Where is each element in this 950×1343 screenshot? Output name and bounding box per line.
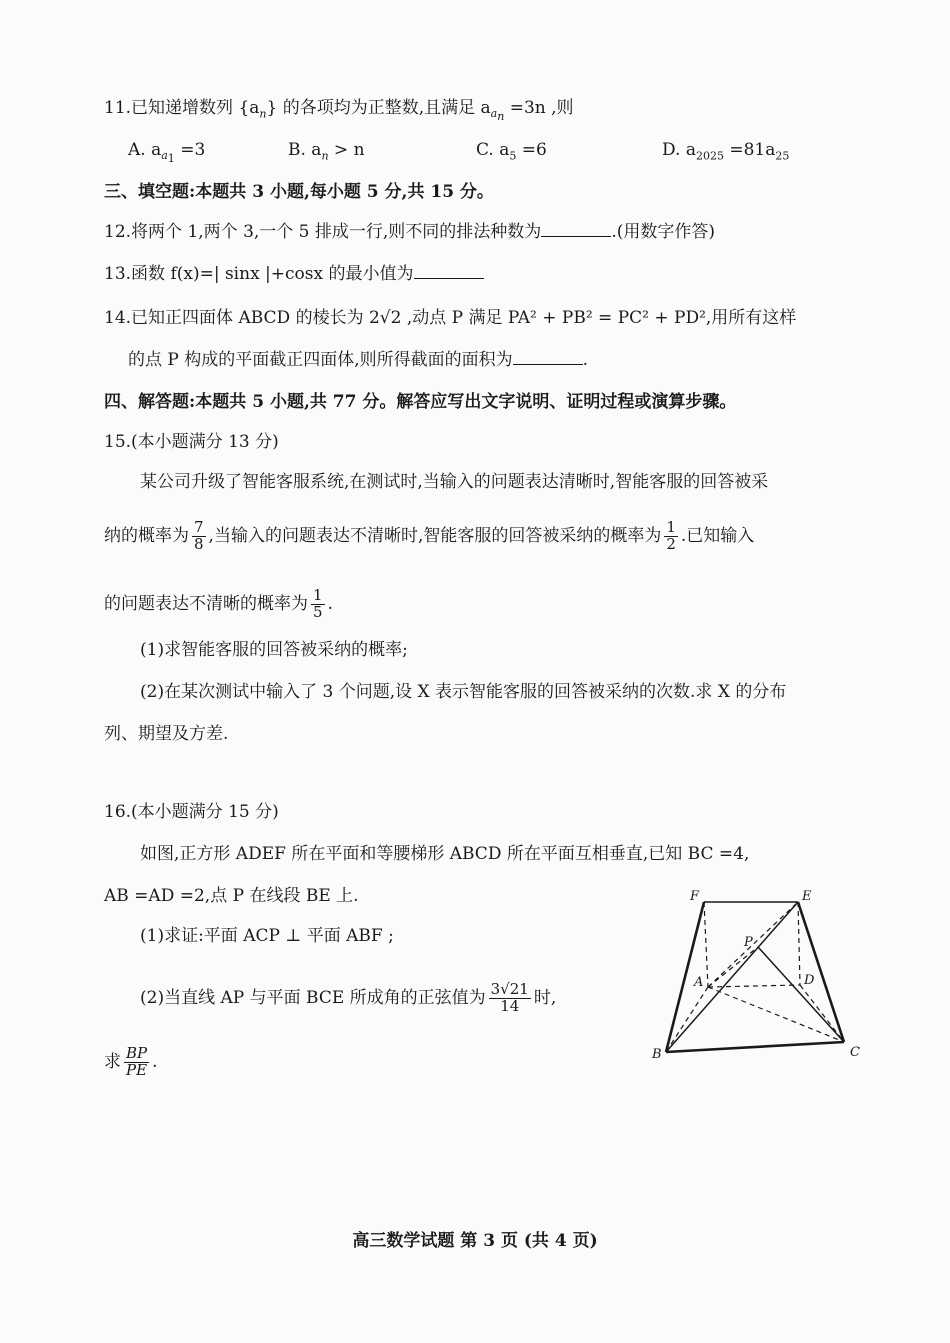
edge-ED	[798, 902, 800, 985]
section-4-heading: 四、解答题:本题共 5 小题,共 77 分。解答应写出文字说明、证明过程或演算步骤。	[104, 392, 737, 412]
label-E: E	[802, 889, 812, 904]
fraction: $\frac{1}{2}$	[666, 518, 676, 553]
q15-paragraph-1: 某公司升级了智能客服系统,在测试时,当输入的问题表达清晰时,智能客服的回答被采	[140, 472, 769, 492]
edge-EC	[798, 902, 844, 1042]
q11-option-a: A. $a_{a_1} =3$	[128, 140, 206, 166]
label-B: B	[652, 1047, 662, 1062]
q16-paragraph-1: 如图,正方形 ADEF 所在平面和等腰梯形 ABCD 所在平面互相垂直,已知 BC =4,	[140, 844, 750, 864]
edge-PC	[758, 947, 844, 1042]
geometry-figure	[648, 880, 868, 1066]
q16-subquestion-2-cont: 求 $\frac{BP}{PE}$ .	[104, 1044, 158, 1079]
q14-line2: 的点 P 构成的平面截正四面体,则所得截面的面积为 .	[128, 350, 589, 370]
q11-option-b: B. $a_n > n$	[288, 140, 365, 163]
q15-subquestion-2: (2)在某次测试中输入了 3 个问题,设 X 表示智能客服的回答被采纳的次数.求 X 的分布	[140, 682, 787, 702]
section-3-heading: 三、填空题:本题共 3 小题,每小题 5 分,共 15 分。	[104, 182, 494, 202]
q16-paragraph-2: AB =AD =2,点 P 在线段 BE 上.	[104, 886, 359, 906]
answer-blank	[414, 262, 484, 279]
edge-AC	[708, 987, 844, 1042]
label-F: F	[690, 889, 700, 904]
q16-header: 16.(本小题满分 15 分)	[104, 802, 279, 822]
fraction: $\frac{7}{8}$	[194, 518, 204, 553]
q15-paragraph-3: 的问题表达不清晰的概率为 $\frac{1}{5}$ .	[104, 586, 333, 621]
q11-stem: 11.已知递增数列 $\{a_n\}$ 的各项均为正整数,且满足 $a_{a_n} =3n$ ,则	[104, 98, 574, 124]
fraction: $\frac{BP}{PE}$	[126, 1044, 148, 1079]
fraction: $\frac{1}{5}$	[313, 586, 323, 621]
answer-blank	[541, 220, 611, 237]
q11-option-c: C. $a_5 =6$	[476, 140, 547, 163]
label-A: A	[694, 975, 704, 990]
q11-option-d: D. $a_{2025} =81a_{25}$	[662, 140, 790, 163]
answer-blank	[513, 348, 583, 365]
page-footer: 高三数学试题 第 3 页 (共 4 页)	[352, 1231, 598, 1251]
edge-AB	[666, 987, 708, 1052]
q15-subquestion-1: (1)求智能客服的回答被采纳的概率;	[140, 640, 408, 660]
label-D: D	[804, 973, 815, 988]
q14-line1: 14.已知正四面体 ABCD 的棱长为 2√2 ,动点 P 满足 PA² + PB² = PC² + PD²,用所有这样	[104, 308, 797, 328]
label-C: C	[850, 1045, 860, 1060]
edge-DC	[800, 985, 844, 1042]
edge-BC	[666, 1042, 844, 1052]
q16-subquestion-2: (2)当直线 AP 与平面 BCE 所成角的正弦值为 $\frac{3√21}{14}$ 时,	[140, 980, 557, 1015]
q16-subquestion-1: (1)求证:平面 ACP ⊥ 平面 ABF ;	[140, 926, 394, 946]
edge-FA	[704, 902, 708, 987]
q15-subquestion-2-cont: 列、期望及方差.	[104, 724, 229, 744]
edge-AP	[708, 947, 758, 987]
q12: 12.将两个 1,两个 3,一个 5 排成一行,则不同的排法种数为 .(用数字作答)	[104, 222, 715, 242]
edge-AD	[708, 985, 800, 987]
label-P: P	[744, 935, 753, 950]
fraction: $\frac{3√21}{14}$	[490, 980, 529, 1015]
edge-AE	[708, 902, 798, 987]
q13: 13.函数 f(x)=| sinx |+cosx 的最小值为	[104, 262, 484, 286]
q15-header: 15.(本小题满分 13 分)	[104, 432, 279, 452]
q15-paragraph-2: 纳的概率为 $\frac{7}{8}$ ,当输入的问题表达不清晰时,智能客服的回答被采纳的概率为 $\frac{1}{2}$ .已知输入	[104, 518, 755, 553]
